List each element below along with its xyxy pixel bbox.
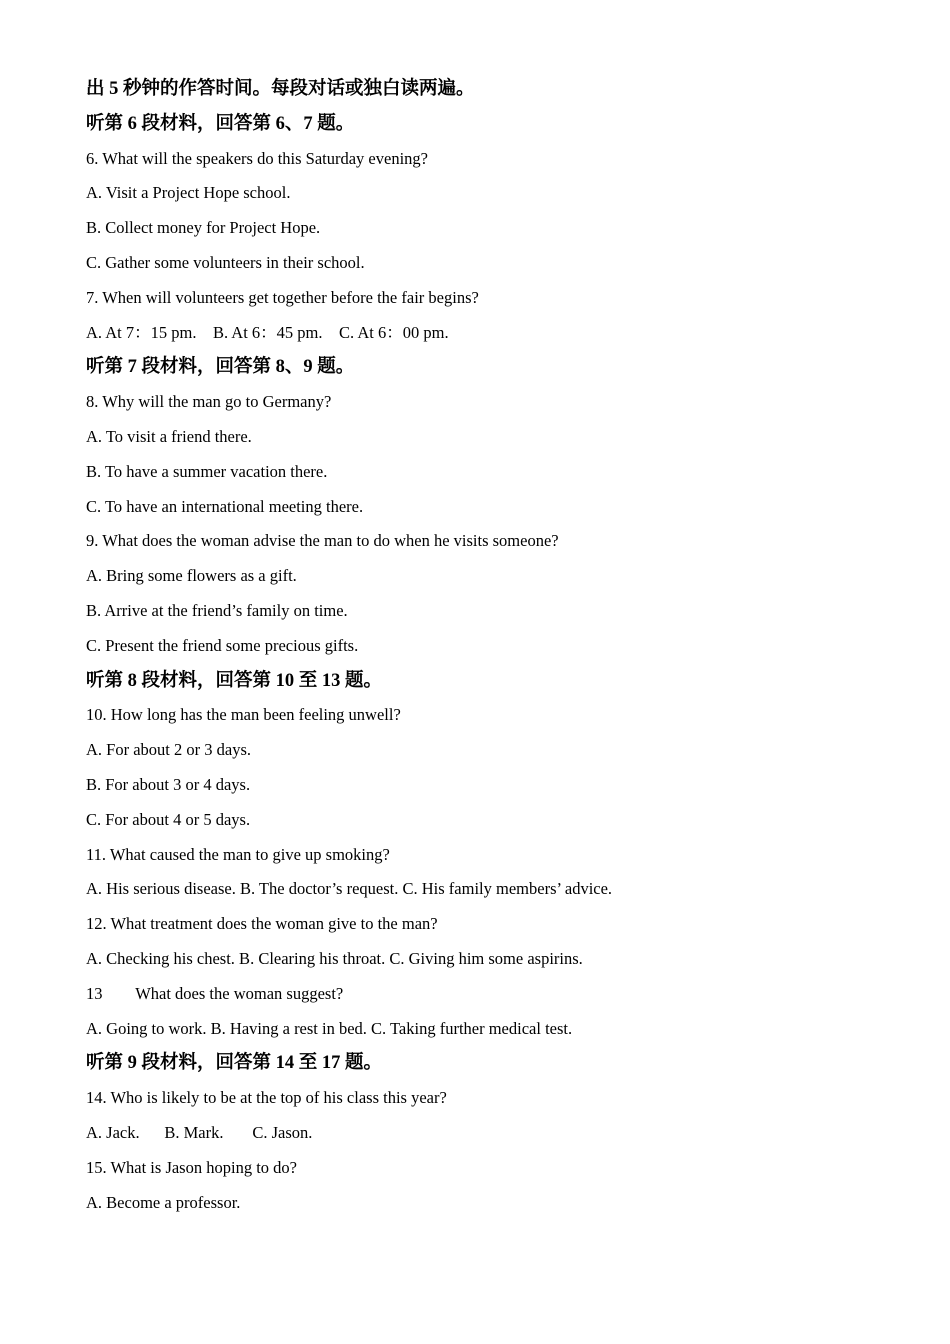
question-15: 15. What is Jason hoping to do? [86, 1157, 297, 1177]
q7-options: A. At 7：15 pm. B. At 6：45 pm. C. At 6：00 pm. [86, 322, 449, 342]
document-page [86, 72, 906, 1220]
instruction-line: 出 5 秒钟的作答时间。每段对话或独白读两遍。 [86, 79, 475, 99]
q9-option-a: A. Bring some flowers as a gift. [86, 566, 297, 586]
question-8: 8. Why will the man go to Germany? [86, 392, 332, 412]
section-heading-8: 听第 8 段材料，回答第 10 至 13 题。 [86, 670, 383, 691]
question-9: 9. What does the woman advise the man to do when he visits someone? [86, 531, 559, 551]
section-heading-7: 听第 7 段材料，回答第 8、9 题。 [86, 357, 355, 378]
q6-option-a: A. Visit a Project Hope school. [86, 183, 291, 203]
q14-options: A. Jack. B. Mark. C. Jason. [86, 1122, 313, 1142]
question-12: 12. What treatment does the woman give to the man? [86, 914, 438, 934]
question-13: 13 What does the woman suggest? [86, 983, 344, 1003]
q10-option-c: C. For about 4 or 5 days. [86, 809, 251, 829]
q15-option-a: A. Become a professor. [86, 1192, 241, 1212]
q11-options: A. His serious disease. B. The doctor’s request. C. His family members’ advice. [86, 879, 613, 899]
q8-option-c: C. To have an international meeting there. [86, 496, 364, 516]
question-11: 11. What caused the man to give up smoking? [86, 844, 390, 864]
section-heading-9: 听第 9 段材料，回答第 14 至 17 题。 [86, 1053, 383, 1074]
question-7: 7. When will volunteers get together before the fair begins? [86, 287, 479, 307]
question-10: 10. How long has the man been feeling unwell? [86, 705, 401, 725]
q8-option-b: B. To have a summer vacation there. [86, 461, 328, 481]
q9-option-c: C. Present the friend some precious gifts. [86, 635, 359, 655]
q9-option-b: B. Arrive at the friend’s family on time. [86, 600, 348, 620]
q10-option-a: A. For about 2 or 3 days. [86, 740, 251, 760]
q8-option-a: A. To visit a friend there. [86, 426, 252, 446]
q6-option-c: C. Gather some volunteers in their school. [86, 252, 365, 272]
q13-options: A. Going to work. B. Having a rest in bed. C. Taking further medical test. [86, 1018, 573, 1038]
q10-option-b: B. For about 3 or 4 days. [86, 774, 251, 794]
question-6: 6. What will the speakers do this Saturday evening? [86, 148, 428, 168]
q6-option-b: B. Collect money for Project Hope. [86, 218, 321, 238]
question-14: 14. Who is likely to be at the top of his class this year? [86, 1088, 447, 1108]
section-heading-6: 听第 6 段材料，回答第 6、7 题。 [86, 113, 355, 134]
q12-options: A. Checking his chest. B. Clearing his throat. C. Giving him some aspirins. [86, 948, 583, 968]
